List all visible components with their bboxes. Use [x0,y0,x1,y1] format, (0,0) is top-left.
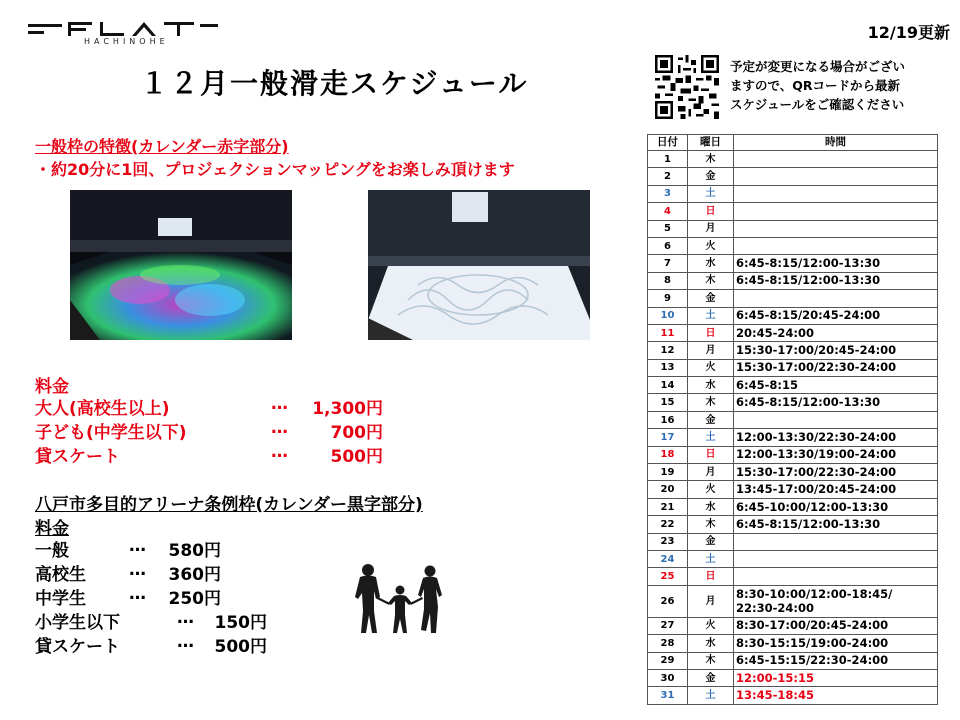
calendar-time: 12:00-13:30/22:30-24:00 [734,429,938,446]
calendar-row [648,446,938,463]
calendar-row [648,687,938,704]
logo-subtitle: HACHINOHE [84,37,169,46]
calendar-date: 6 [648,237,688,254]
price-value: 500円 [214,637,267,657]
calendar-date: 27 [648,617,688,634]
calendar-date: 24 [648,550,688,567]
price-dots: … [129,536,146,556]
price-label: 中学生 [35,589,86,609]
calendar-time [734,168,938,185]
calendar-row [648,377,938,394]
price-dots: … [129,560,146,580]
calendar-weekday: 金 [688,290,734,307]
qr-notice-line: ますので、QRコードから最新 [730,78,901,93]
calendar-row [648,151,938,168]
calendar-weekday: 金 [688,669,734,686]
price-label: 貸スケート [35,637,120,657]
calendar-row [648,533,938,550]
calendar-row [648,185,938,202]
calendar-weekday: 木 [688,151,734,168]
price-value: 1,300円 [312,399,383,419]
calendar-time: 6:45-8:15/12:00-13:30 [734,255,938,272]
calendar-date: 22 [648,516,688,533]
calendar-weekday: 月 [688,585,734,617]
calendar-row [648,290,938,307]
calendar-row [648,237,938,254]
calendar-row [648,220,938,237]
feature-text: ・約20分に1回、プロジェクションマッピングをお楽しみ頂けます [35,160,515,179]
calendar-weekday: 月 [688,464,734,481]
calendar-time: 6:45-8:15/12:00-13:30 [734,516,938,533]
calendar-date: 19 [648,464,688,481]
qr-notice-line: 予定が変更になる場合がござい [730,59,906,74]
calendar-weekday: 水 [688,635,734,652]
calendar-row [648,168,938,185]
price-row-rental [35,442,395,467]
calendar-weekday: 水 [688,377,734,394]
price-row-elementary [35,608,275,633]
ordinance-heading: 八戸市多目的アリーナ条例枠(カレンダー黒字部分) [35,495,423,515]
price-row-highschool [35,560,275,585]
price-row-child [35,418,395,443]
calendar-time [734,290,938,307]
calendar-row [648,429,938,446]
calendar-date: 9 [648,290,688,307]
calendar-date: 5 [648,220,688,237]
price-label: 一般 [35,541,69,561]
calendar-row [648,359,938,376]
schedule-calendar [647,134,938,705]
calendar-time [734,411,938,428]
calendar-time [734,151,938,168]
calendar-time: 15:30-17:00/22:30-24:00 [734,464,938,481]
calendar-time: 6:45-8:15/20:45-24:00 [734,307,938,324]
calendar-row [648,203,938,220]
calendar-row [648,498,938,515]
family-skating-silhouette [350,563,450,635]
feature-heading: 一般枠の特徴(カレンダー赤字部分) [35,137,289,156]
price-value: 500円 [330,447,383,467]
price-dots: … [271,394,288,414]
calendar-weekday: 木 [688,652,734,669]
arena-projection-photo-1 [70,190,292,340]
calendar-time: 20:45-24:00 [734,324,938,341]
calendar-weekday: 土 [688,307,734,324]
calendar-date: 4 [648,203,688,220]
calendar-date: 28 [648,635,688,652]
calendar-weekday: 金 [688,533,734,550]
calendar-date: 13 [648,359,688,376]
calendar-weekday: 木 [688,272,734,289]
price-value: 150円 [214,613,267,633]
calendar-row [648,255,938,272]
calendar-time [734,237,938,254]
calendar-weekday: 木 [688,394,734,411]
price-dots: … [271,418,288,438]
calendar-row [648,550,938,567]
calendar-time: 15:30-17:00/22:30-24:00 [734,359,938,376]
calendar-row [648,307,938,324]
price-value: 700円 [330,423,383,443]
price-label: 高校生 [35,565,86,585]
calendar-weekday: 金 [688,411,734,428]
calendar-date: 20 [648,481,688,498]
price-value: 360円 [168,565,221,585]
calendar-date: 8 [648,272,688,289]
calendar-date: 29 [648,652,688,669]
calendar-time [734,533,938,550]
calendar-time: 12:00-15:15 [734,669,938,686]
page-title: １２月一般滑走スケジュール [140,67,529,100]
price-label: 小学生以下 [35,613,120,633]
calendar-time [734,203,938,220]
calendar-weekday: 火 [688,237,734,254]
calendar-weekday: 水 [688,255,734,272]
price-label: 大人(高校生以上) [35,399,170,419]
calendar-row [648,652,938,669]
calendar-weekday: 金 [688,168,734,185]
price-dots: … [177,632,194,652]
calendar-date: 10 [648,307,688,324]
arena-projection-photo-2 [368,190,590,340]
calendar-date: 31 [648,687,688,704]
calendar-time: 12:00-13:30/19:00-24:00 [734,446,938,463]
calendar-row [648,568,938,585]
calendar-weekday: 月 [688,220,734,237]
calendar-date: 21 [648,498,688,515]
calendar-weekday: 日 [688,324,734,341]
calendar-row [648,516,938,533]
calendar-date: 30 [648,669,688,686]
calendar-date: 1 [648,151,688,168]
calendar-row [648,394,938,411]
calendar-weekday: 水 [688,498,734,515]
calendar-time: 6:45-10:00/12:00-13:30 [734,498,938,515]
updated-date: 12/19更新 [867,23,950,42]
qr-notice-line: スケジュールをご確認ください [730,97,905,112]
calendar-weekday: 火 [688,481,734,498]
price-row-general [35,536,275,561]
calendar-row [648,481,938,498]
price-row-rental [35,632,275,657]
price-value: 580円 [168,541,221,561]
calendar-weekday: 日 [688,203,734,220]
calendar-date: 26 [648,585,688,617]
calendar-date: 11 [648,324,688,341]
qr-notice [730,57,905,114]
calendar-time [734,185,938,202]
calendar-date: 18 [648,446,688,463]
qr-code[interactable] [655,55,719,119]
calendar-row [648,342,938,359]
calendar-date: 23 [648,533,688,550]
calendar-row [648,585,938,617]
calendar-row [648,272,938,289]
calendar-header-row [648,135,938,151]
calendar-date: 2 [648,168,688,185]
calendar-time: 6:45-15:15/22:30-24:00 [734,652,938,669]
calendar-row [648,669,938,686]
calendar-weekday: 土 [688,687,734,704]
calendar-date: 16 [648,411,688,428]
calendar-time [734,568,938,585]
calendar-date: 3 [648,185,688,202]
calendar-weekday: 土 [688,185,734,202]
calendar-weekday: 木 [688,516,734,533]
header-date: 日付 [648,135,688,151]
header-time: 時間 [734,135,938,151]
header-weekday: 曜日 [688,135,734,151]
price-row-adult [35,394,395,419]
calendar-time: 8:30-17:00/20:45-24:00 [734,617,938,634]
price-dots: … [271,442,288,462]
calendar-time: 6:45-8:15 [734,377,938,394]
calendar-row [648,411,938,428]
calendar-row [648,617,938,634]
calendar-weekday: 月 [688,342,734,359]
calendar-date: 12 [648,342,688,359]
calendar-weekday: 火 [688,617,734,634]
price-label: 子ども(中学生以下) [35,423,187,443]
calendar-date: 7 [648,255,688,272]
calendar-weekday: 土 [688,550,734,567]
calendar-time: 8:30-15:15/19:00-24:00 [734,635,938,652]
calendar-weekday: 火 [688,359,734,376]
calendar-date: 25 [648,568,688,585]
calendar-time: 13:45-17:00/20:45-24:00 [734,481,938,498]
calendar-date: 15 [648,394,688,411]
calendar-weekday: 日 [688,568,734,585]
calendar-row [648,324,938,341]
calendar-row [648,464,938,481]
calendar-time [734,220,938,237]
ordinance-price-heading: 料金 [35,519,69,539]
calendar-weekday: 日 [688,446,734,463]
calendar-time [734,550,938,567]
calendar-weekday: 土 [688,429,734,446]
price-row-middleschool [35,584,275,609]
price-label: 貸スケート [35,447,120,467]
general-price-heading: 料金 [35,377,69,397]
calendar-time: 8:30-10:00/12:00-18:45/ 22:30-24:00 [734,585,938,617]
calendar-date: 17 [648,429,688,446]
price-dots: … [177,608,194,628]
calendar-row [648,635,938,652]
calendar-date: 14 [648,377,688,394]
calendar-time: 13:45-18:45 [734,687,938,704]
calendar-time: 6:45-8:15/12:00-13:30 [734,394,938,411]
price-dots: … [129,584,146,604]
calendar-time: 6:45-8:15/12:00-13:30 [734,272,938,289]
price-value: 250円 [168,589,221,609]
calendar-time: 15:30-17:00/20:45-24:00 [734,342,938,359]
